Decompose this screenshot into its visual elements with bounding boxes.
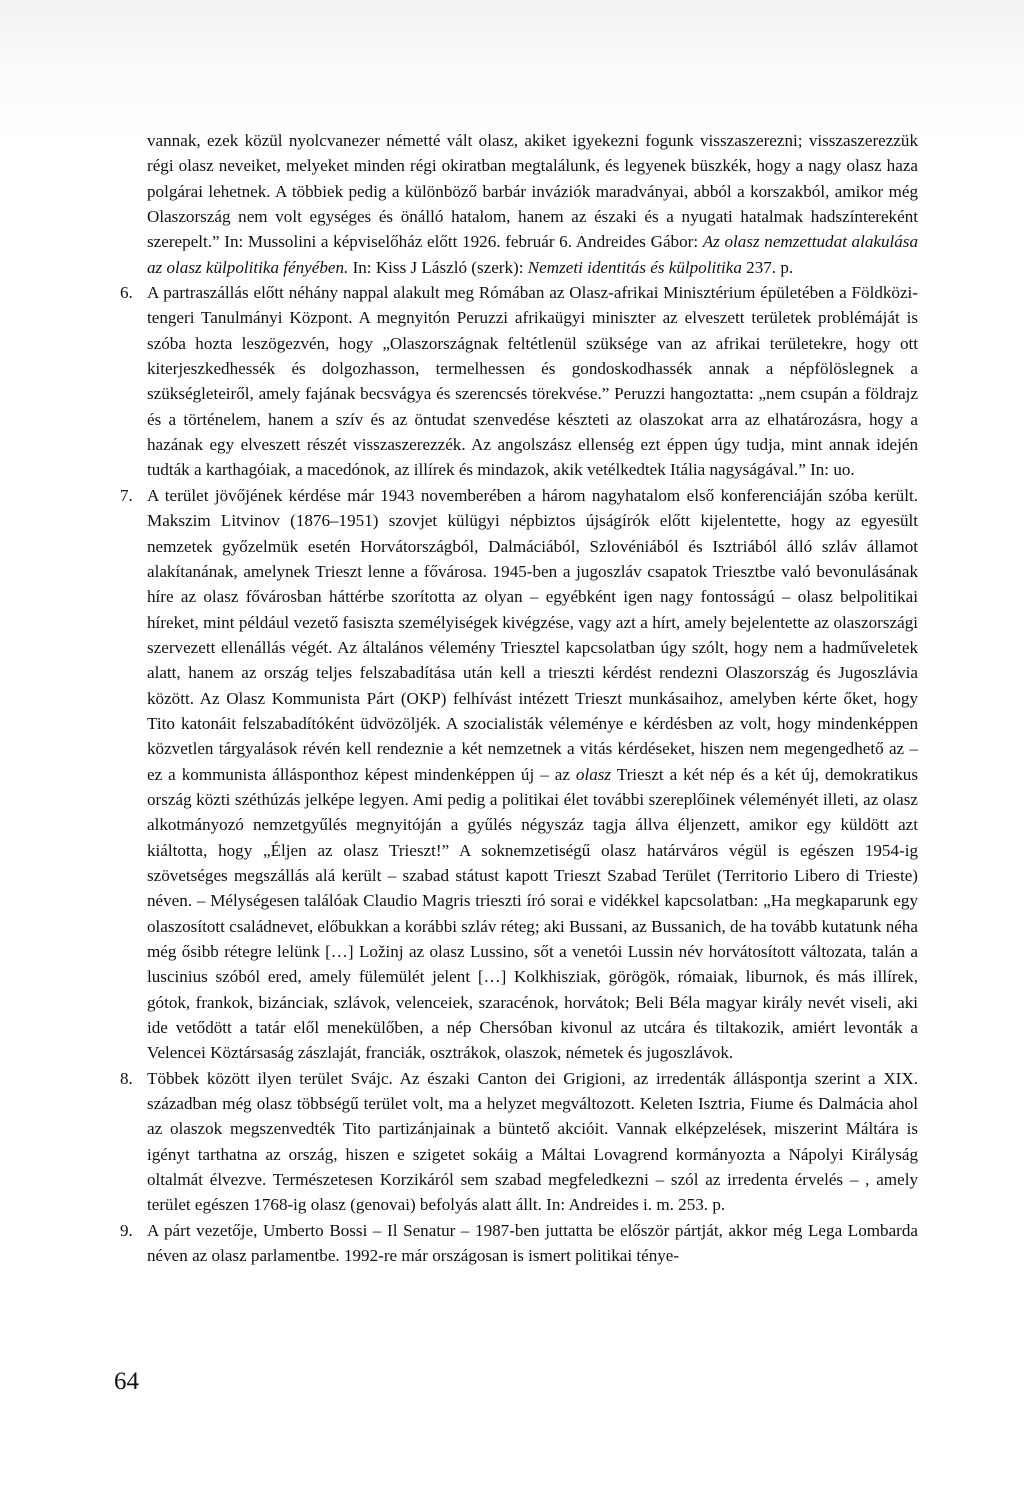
footnote-5-book-italic: Nemzeti identitás és külpolitika bbox=[527, 257, 742, 277]
footnotes-body bbox=[120, 128, 919, 1268]
footnote-8 bbox=[120, 1066, 918, 1218]
footnote-5-title-italic: Az olasz nemzettudat alakulása az olasz külpolitika fényében. bbox=[147, 232, 919, 277]
footnote-6-text: A partraszállás előtt néhány nappal alakult meg Rómában az Olasz-afrikai Minisztérium épületében a Földközi-tengeri Tanulmányi Központ. A megnyitón Peruzzi afrikaügyi miniszter az elveszett területek problémáját is szóba hozta leszögezvén, hogy „Olaszországnak feltétlenül szüksége van az afrikai területekre, hogy ott kiterjeszkedhessék és dolgozhasson, termelhessen és gondoskodhassék annak a népfölöslegnek a szükségleteiről, amely fajának becsvágya és szerencsés törekvése.” Peruzzi hangoztatta: „nem csupán a földrajz és a történelem, hanem a szív és az öntudat szenvedése készteti az olaszokat arra az elhatározásra, hogy a hazának egy elveszett részét visszaszerezzék. Az angolszász ellenség ezt éppen úgy tudja, mint annak idején tudták a karthagóiak, a macedónok, az illírek és mindazok, akik vetélkedtek Itália nagyságával.” In: uo. bbox=[147, 283, 918, 480]
footnote-8-number: 8. bbox=[120, 1068, 133, 1088]
footnote-7-italic-word: olasz bbox=[575, 764, 612, 784]
footnote-7-number: 7. bbox=[120, 485, 133, 505]
footnote-7 bbox=[120, 483, 918, 1066]
footnote-7-text bbox=[147, 483, 918, 1066]
footnote-7-text-1: A terület jövőjének kérdése már 1943 novemberében a három nagyhatalom első konferenciáján szóba került. Makszim Litvinov (1876–1951) szovjet külügyi népbiztos újságírók előtt kijelentette, hogy az egyesült nemzetek győzelmük esetén Horvátországból, Dalmáciából, Szlovéniából és Isztriából álló szláv államot alakítanának, amelynek Trieszt lenne a fővárosa. 1945-ben a jugoszláv csapatok Triesztbe való bevonulásának híre az olasz fővárosban háttérbe szorította az olyan – egyébként igen nagy fontosságú – olasz belpolitikai híreket, mint például vezető fasiszta személyiségek kivégzése, vagy azt a hírt, amely bejelentette az olaszországi szervezett ellenállás végét. Az általános vélemény Triesztel kapcsolatban úgy szólt, hogy nem a hadműveletek alatt, hanem az ország teljes felszabadítása után kell a trieszti kérdést rendezni Olaszország és Jugoszlávia között. Az Olasz Kommunista Párt (OKP) felhívást intézett Trieszt munkásaihoz, amelyben kérte őket, hogy Tito katonáit felszabadítóként üdvözöljék. A szocialisták véleménye e kérdésben az volt, hogy mindenképpen közvetlen tárgyalások révén kell rendeznie a két nemzetnek a vitás kérdéseket, hiszen nem megengedhető az – ez a kommunista állásponthoz képest mindenképpen új – az bbox=[147, 485, 918, 784]
footnote-9 bbox=[120, 1218, 918, 1269]
footnote-7-text-2: Trieszt a két nép és a két új, demokratikus ország közti széthúzás jelképe legyen. Ami pedig a politikai élet további szereplőinek véleményét illeti, az olasz alkotmányozó nemzetgyűlés megnyitóján a gyűlés négyszáz tagja állva éljenzett, amikor egy küldött azt kiáltotta, hogy „Éljen az olasz Trieszt!” A soknemzetiségű olasz határváros végül is egészen 1954-ig szövetséges megszállás alá került – szabad státust kapott Trieszt Szabad Terület (Territorio Libero di Trieste) néven. – Mélységesen találóak Claudio Magris trieszti író sorai e vidékkel kapcsolatban: „Ha megkaparunk egy olaszosított családnevet, előbukkan a korábbi szláv réteg; aki Bussani, az Bussanich, de ha tovább kutatunk néha még ősibb rétegre lelünk […] Ložinj az olasz Lussino, sőt a venetói Lussin név horvátosított változata, talán a luscinius szóból ered, amely fülemülét jelent […] Kolkhisziak, görögök, rómaiak, liburnok, és más illírek, gótok, frankok, bizánciak, szlávok, velenceiek, szaracénok, horvátok; Beli Béla magyar király nevét viseli, aki ide vetődött a tatár elől menekülőben, a nép Chersóban kivonul az utcára és tiltakozik, amiért levonták a Velencei Köztársaság zászlaját, franciák, osztrákok, olaszok, németek és jugoszlávok. bbox=[147, 764, 918, 1063]
footnote-6-number: 6. bbox=[120, 283, 133, 303]
footnote-8-text: Többek között ilyen terület Svájc. Az északi Canton dei Grigioni, az irredenták álláspontja szerint a XIX. században még olasz többségű terület volt, ma a helyzet megváltozott. Keleten Isztria, Fiume és Dalmácia ahol az olaszok megszenvedték Tito partizánjainak a büntető akcióit. Vannak elképzelések, miszerint Máltára is igényt tarthatna az ország, hiszen e szigetet sokáig a Máltai Lovagrend kormányozta a Nápolyi Királyság oltalmát élvezve. Természetesen Korzikáról sem szabad megfeledkezni – szól az irredenta érvelés – , amely terület egészen 1768-ig olasz (genovai) befolyás alatt állt. In: Andreides i. m. 253. p. bbox=[147, 1068, 918, 1215]
footnote-9-text: A párt vezetője, Umberto Bossi – Il Senatur – 1987-ben juttatta be először pártját, akkor még Lega Lombarda néven az olasz parlamentbe. 1992-re már országosan is ismert politikai ténye- bbox=[147, 1220, 918, 1266]
footnote-5-text-3: 237. p. bbox=[741, 257, 794, 277]
page-number: 64 bbox=[114, 1368, 139, 1395]
footnote-5-continuation bbox=[147, 128, 918, 280]
footnote-6 bbox=[120, 280, 918, 483]
footnote-9-number: 9. bbox=[120, 1220, 133, 1240]
footnote-5-text-1: vannak, ezek közül nyolcvanezer németté vált olasz, akiket igyekezni fogunk visszaszerezni; visszaszerezzük régi olasz neveiket, melyeket minden régi okiratban megtalálunk, és legyenek büszkék, hogy a nagy olasz haza polgárai lehetnek. A többiek pedig a különböző barbár inváziók maradványai, abból a korszakból, amikor még Olaszország nem volt egységes és önálló hatalom, hanem az északi és a nyugati hatalmak hadszíntereként szerepelt.” In: Mussolini a képviselőház előtt 1926. február 6. Andreides Gábor: bbox=[147, 131, 918, 252]
footnote-5-text-2: In: Kiss J László (szerk): bbox=[348, 257, 528, 277]
